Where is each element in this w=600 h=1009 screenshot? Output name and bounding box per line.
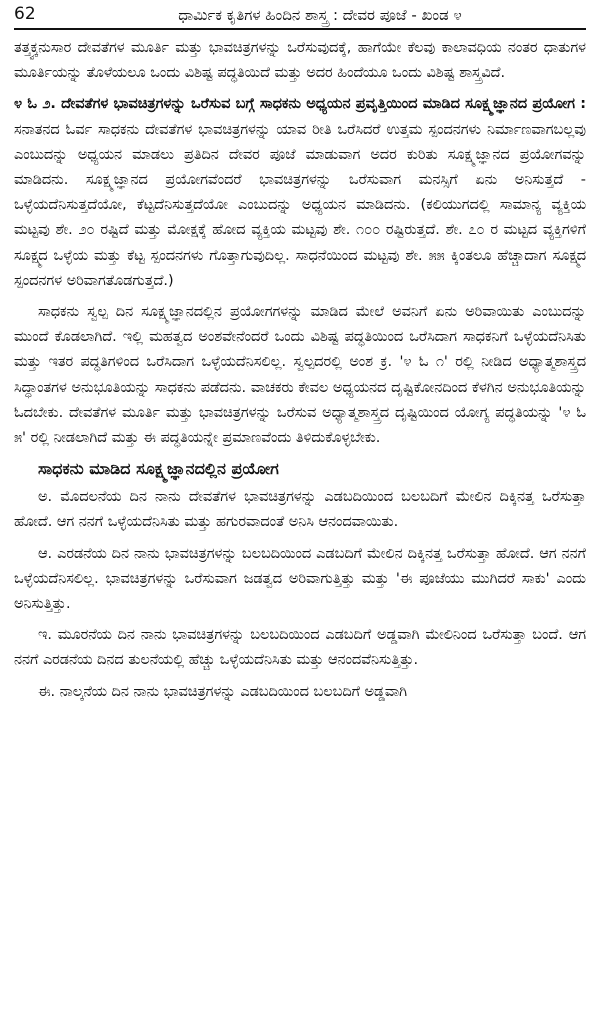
experiment-item-a: ಅ. ಮೊದಲನೆಯ ದಿನ ನಾನು ದೇವತೆಗಳ ಭಾವಚಿತ್ರಗಳನ್ನು ಎಡಬದಿಯಿಂದ ಬಲಬದಿಗೆ ಮೇಲಿನ ದಿಕ್ಕಿನತ್ತ ಒರೆಸುತ್ತಾ ಹೋದೆ. ಆಗ ನನಗೆ ಒಳ್ಳೆಯದೆನಿಸಿತು ಮತ್ತು ಹಗುರವಾದಂತೆ ಅನಿಸಿ ಆನಂದವಾಯಿತು. — [14, 489, 586, 531]
section-body: ಸನಾತನದ ಓರ್ವ ಸಾಧಕನು ದೇವತೆಗಳ ಭಾವಚಿತ್ರಗಳನ್ನು ಯಾವ ರೀತಿ ಒರೆಸಿದರೆ ಉತ್ತಮ ಸ್ಪಂದನಗಳು ನಿರ್ಮಾಣವಾಗಬಲ್ಲವು ಎಂಬುದನ್ನು ಅಧ್ಯಯನ ಮಾಡಲು ಪ್ರತಿದಿನ ದೇವರ ಪೂಜೆ ಮಾಡುವಾಗ ಅದರ ಕುರಿತು ಸೂಕ್ಷ್ಮಜ್ಞಾನದ ಪ್ರಯೋಗವನ್ನು ಮಾಡಿದನು. ಸೂಕ್ಷ್ಮಜ್ಞಾನದ ಪ್ರಯೋಗವೆಂದರೆ ಭಾವಚಿತ್ರಗಳನ್ನು ಒರೆಸುವಾಗ ಮನಸ್ಸಿಗೆ ಏನು ಅನಿಸುತ್ತದೆ - ಒಳ್ಳೆಯದೆನಿಸುತ್ತದೆಯೋ, ಕೆಟ್ಟದೆನಿಸುತ್ತದೆಯೋ ಎಂಬುದನ್ನು ಅಧ್ಯಯನ ಮಾಡಿದನು. (ಕಲಿಯುಗದಲ್ಲಿ ಸಾಮಾನ್ಯ ವ್ಯಕ್ತಿಯ ಮಟ್ಟವು ಶೇ. ೨೦ ರಷ್ಟಿದೆ ಮತ್ತು ಮೋಕ್ಷಕ್ಕೆ ಹೋದ ವ್ಯಕ್ತಿಯ ಮಟ್ಟವು ಶೇ. ೧೦೦ ರಷ್ಟಿರುತ್ತದೆ. ಶೇ. ೭೦ ರ ಮಟ್ಟದ ವ್ಯಕ್ತಿಗಳಿಗೆ ಸೂಕ್ಷ್ಮದ ಒಳ್ಳೆಯ ಮತ್ತು ಕೆಟ್ಟ ಸ್ಪಂದನಗಳು ಗೊತ್ತಾಗುವುದಿಲ್ಲ. ಸಾಧನೆಯಿಂದ ಮಟ್ಟವು ಶೇ. ೫೫ ಕ್ಕಿಂತಲೂ ಹೆಚ್ಚಾದಾಗ ಸೂಕ್ಷ್ಮದ ಸ್ಪಂದನಗಳ ಅರಿವಾಗತೊಡಗುತ್ತದೆ.) — [14, 121, 586, 289]
section-paragraph — [14, 92, 586, 294]
page-number: 62 — [14, 4, 36, 24]
observation-paragraph: ಸಾಧಕನು ಸ್ವಲ್ಪ ದಿನ ಸೂಕ್ಷ್ಮಜ್ಞಾನದಲ್ಲಿನ ಪ್ರಯೋಗಗಳನ್ನು ಮಾಡಿದ ಮೇಲೆ ಅವನಿಗೆ ಏನು ಅರಿವಾಯಿತು ಎಂಬುದನ್ನು ಮುಂದೆ ಕೊಡಲಾಗಿದೆ. ಇಲ್ಲಿ ಮಹತ್ವದ ಅಂಶವೇನೆಂದರೆ ಒಂದು ವಿಶಿಷ್ಟ ಪದ್ಧತಿಯಿಂದ ಒರೆಸಿದಾಗ ಸಾಧಕನಿಗೆ ಒಳ್ಳೆಯದೆನಿಸಿತು ಮತ್ತು ಇತರ ಪದ್ಧತಿಗಳಿಂದ ಒರೆಸಿದಾಗ ಒಳ್ಳೆಯದೆನಿಸಲಿಲ್ಲ. ಸ್ವಲ್ಪದರಲ್ಲಿ ಅಂಶ ಕ್ರ. '೪ ಓ ೧' ರಲ್ಲಿ ನೀಡಿದ ಅಧ್ಯಾತ್ಮಶಾಸ್ತ್ರದ ಸಿದ್ಧಾಂತಗಳ ಅನುಭೂತಿಯನ್ನು ಸಾಧಕನು ಪಡೆದನು. ವಾಚಕರು ಕೇವಲ ಅಧ್ಯಯನದ ದೃಷ್ಟಿಕೋನದಿಂದ ಕೆಳಗಿನ ಅನುಭೂತಿಯನ್ನು ಓದಬೇಕು. ದೇವತೆಗಳ ಮೂರ್ತಿ ಮತ್ತು ಭಾವಚಿತ್ರಗಳನ್ನು ಒರೆಸುವ ಅಧ್ಯಾತ್ಮಶಾಸ್ತ್ರದ ದೃಷ್ಟಿಯಿಂದ ಯೋಗ್ಯ ಪದ್ಧತಿಯನ್ನು '೪ ಓ ೫' ರಲ್ಲಿ ನೀಡಲಾಗಿದೆ ಮತ್ತು ಈ ಪದ್ಧತಿಯನ್ನೇ ಪ್ರಮಾಣವೆಂದು ತಿಳಿದುಕೊಳ್ಳಬೇಕು. — [14, 304, 586, 447]
experiment-item-aa: ಆ. ಎರಡನೆಯ ದಿನ ನಾನು ಭಾವಚಿತ್ರಗಳನ್ನು ಬಲಬದಿಯಿಂದ ಎಡಬದಿಗೆ ಮೇಲಿನ ದಿಕ್ಕಿನತ್ತ ಒರೆಸುತ್ತಾ ಹೋದೆ. ಆಗ ನನಗೆ ಒಳ್ಳೆಯದೆನಿಸಲಿಲ್ಲ. ಭಾವಚಿತ್ರಗಳನ್ನು ಒರೆಸುವಾಗ ಜಡತ್ವದ ಅರಿವಾಗುತ್ತಿತ್ತು ಮತ್ತು 'ಈ ಪೂಜೆಯು ಮುಗಿದರೆ ಸಾಕು' ಎಂದು ಅನಿಸುತ್ತಿತ್ತು. — [14, 545, 586, 613]
experiment-subheading: ಸಾಧಕನು ಮಾಡಿದ ಸೂಕ್ಷ್ಮಜ್ಞಾನದಲ್ಲಿನ ಪ್ರಯೋಗ — [38, 459, 279, 479]
section-heading: ೪ ಓ ೨. ದೇವತೆಗಳ ಭಾವಚಿತ್ರಗಳನ್ನು ಒರೆಸುವ ಬಗ್ಗೆ ಸಾಧಕನು ಅಧ್ಯಯನ ಪ್ರವೃತ್ತಿಯಿಂದ ಮಾಡಿದ ಸೂಕ್ಷ್ಮಜ್ಞಾನದ ಪ್ರಯೋಗ : — [14, 96, 586, 113]
intro-paragraph: ತತ್ತ್ವಕ್ಕನುಸಾರ ದೇವತೆಗಳ ಮೂರ್ತಿ ಮತ್ತು ಭಾವಚಿತ್ರಗಳನ್ನು ಒರೆಸುವುದಕ್ಕೆ, ಹಾಗೆಯೇ ಕೆಲವು ಕಾಲಾವಧಿಯ ನಂತರ ಧಾತುಗಳ ಮೂರ್ತಿಯನ್ನು ತೊಳೆಯಲೂ ಒಂದು ವಿಶಿಷ್ಟ ಪದ್ಧತಿಯಿದೆ ಮತ್ತು ಅದರ ಹಿಂದೆಯೂ ಒಂದು ವಿಶಿಷ್ಟ ಶಾಸ್ತ್ರವಿದೆ. — [14, 40, 586, 82]
experiment-item-ii: ಈ. ನಾಲ್ಕನೆಯ ದಿನ ನಾನು ಭಾವಚಿತ್ರಗಳನ್ನು ಎಡಬದಿಯಿಂದ ಬಲಬದಿಗೆ ಅಡ್ಡವಾಗಿ — [38, 683, 408, 700]
experiment-item-i: ಇ. ಮೂರನೆಯ ದಿನ ನಾನು ಭಾವಚಿತ್ರಗಳನ್ನು ಬಲಬದಿಯಿಂದ ಎಡಬದಿಗೆ ಅಡ್ಡವಾಗಿ ಮೇಲಿನಿಂದ ಒರೆಸುತ್ತಾ ಬಂದೆ. ಆಗ ನನಗೆ ಎರಡನೆಯ ದಿನದ ತುಲನೆಯಲ್ಲಿ ಹೆಚ್ಚು ಒಳ್ಳೆಯದೆನಿಸಿತು ಮತ್ತು ಆನಂದವೆನಿಸುತ್ತಿತ್ತು. — [14, 627, 586, 669]
running-title: ಧಾರ್ಮಿಕ ಕೃತಿಗಳ ಹಿಂದಿನ ಶಾಸ್ತ್ರ : ದೇವರ ಪೂಜೆ - ಖಂಡ ೪ — [178, 6, 462, 24]
page-header — [14, 4, 586, 30]
